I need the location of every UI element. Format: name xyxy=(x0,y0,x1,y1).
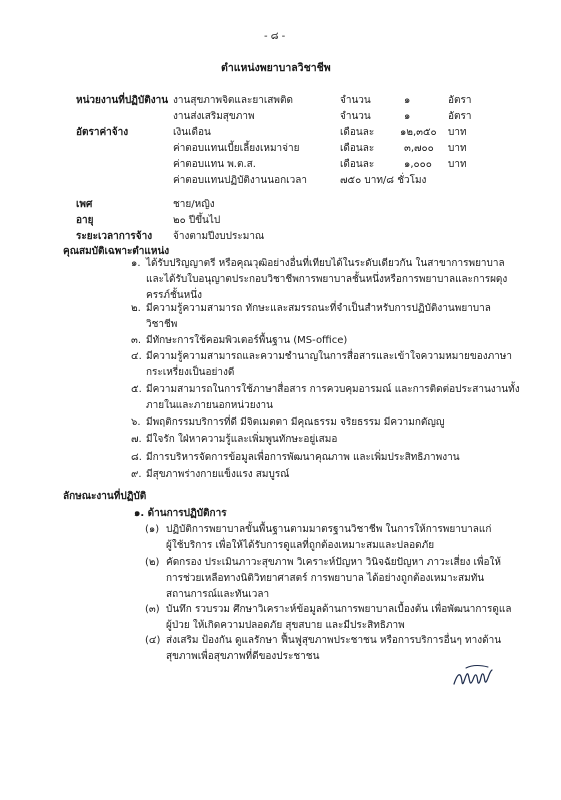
qualification-line: และได้รับใบอนุญาตประกอบวิชาชีพการพยาบาลชั้นหนึ่งหรือการพยาบาลและการผดุง xyxy=(146,274,508,285)
duties-subheading: ๑. ด้านการปฏิบัติการ xyxy=(134,508,227,519)
qualification-line: มีทักษะการใช้คอมพิวเตอร์พื้นฐาน (MS-office) xyxy=(146,335,348,346)
duty-line: บันทึก รวบรวม ศึกษาวิเคราะห์ข้อมูลด้านการพยาบาลเบื้องต้น เพื่อพัฒนาการดูแล xyxy=(166,604,512,615)
work-unit-name: งานสุขภาพจิตและยาเสพติด xyxy=(173,95,293,106)
qualification-line: มีความรู้ความสามารถ ทักษะและสมรรถนะที่จำเป็นสำหรับการปฏิบัติงานพยาบาล xyxy=(146,303,491,314)
wage-item: เงินเดือน xyxy=(173,127,211,138)
qualification-line: มีใจรัก ใฝ่หาความรู้และเพิ่มพูนทักษะอยู่เสมอ xyxy=(146,434,338,445)
qualification-line: วิชาชีพ xyxy=(146,319,178,330)
sex-label: เพศ xyxy=(76,199,93,210)
duty-line: ปฏิบัติการพยาบาลขั้นพื้นฐานตามมาตรฐานวิชาชีพ ในการให้การพยาบาลแก่ xyxy=(166,524,492,535)
count-unit: อัตรา xyxy=(448,95,472,106)
work-unit-label: หน่วยงานที่ปฏิบัติงาน xyxy=(76,95,169,106)
wage-per: เดือนละ xyxy=(340,127,375,138)
qualification-number: ๘. xyxy=(131,452,142,463)
duty-number: (๔) xyxy=(145,635,161,646)
qualification-line: มีการบริหารจัดการข้อมูลเพื่อการพัฒนาคุณภาพ และเพิ่มประสิทธิภาพงาน xyxy=(146,452,460,463)
wage-amount: ๑๒,๓๕๐ xyxy=(400,127,437,138)
duty-line: คัดกรอง ประเมินภาวะสุขภาพ วิเคราะห์ปัญหา วินิจฉัยปัญหา ภาวะเสี่ยง เพื่อให้ xyxy=(166,557,502,568)
duty-line: ผู้ป่วย ให้เกิดความปลอดภัย สุขสบาย และมีประสิทธิภาพ xyxy=(166,620,405,631)
qualification-number: ๕. xyxy=(131,384,142,395)
qualification-line: ได้รับปริญญาตรี หรือคุณวุฒิอย่างอื่นที่เทียบได้ในระดับเดียวกัน ในสาขาการพยาบาล xyxy=(146,258,505,269)
duration-value: จ้างตามปีงบประมาณ xyxy=(173,231,265,242)
duty-number: (๓) xyxy=(145,604,160,615)
duty-number: (๒) xyxy=(145,557,160,568)
wage-item: ค่าตอบแทนเบี้ยเลี้ยงเหมาจ่าย xyxy=(173,143,300,154)
qualification-number: ๖. xyxy=(131,417,141,428)
qualification-number: ๗. xyxy=(131,434,142,445)
wage-label: อัตราค่าจ้าง xyxy=(76,127,129,138)
duty-line: สถานการณ์และทันเวลา xyxy=(166,589,270,600)
count-value: ๑ xyxy=(404,111,411,122)
duty-number: (๑) xyxy=(145,524,160,535)
duty-line: ผู้ใช้บริการ เพื่อให้ได้รับการดูแลที่ถูกต้องเหมาะสมและปลอดภัย xyxy=(166,540,435,551)
qualifications-heading: คุณสมบัติเฉพาะตำแหน่ง xyxy=(63,246,170,257)
qualification-line: มีความรู้ความสามารถและความชำนาญในการสื่อสารและเข้าใจความหมายของภาษา xyxy=(146,351,512,362)
qualification-line: มีสุขภาพร่างกายแข็งแรง สมบูรณ์ xyxy=(146,469,290,480)
qualification-number: ๓. xyxy=(131,335,142,346)
wage-amount: ๑,๐๐๐ xyxy=(404,159,432,170)
qualification-line: ครรภ์ชั้นหนึ่ง xyxy=(146,290,202,301)
wage-item: ค่าตอบแทนปฏิบัติงานนอกเวลา xyxy=(173,175,307,186)
wage-item: ค่าตอบแทน พ.ต.ส. xyxy=(173,159,256,170)
age-value: ๒๐ ปีขึ้นไป xyxy=(173,215,221,226)
wage-per: ๗๕๐ บาท/๘ ชั่วโมง xyxy=(340,175,427,186)
count-value: ๑ xyxy=(404,95,411,106)
count-label: จำนวน xyxy=(340,111,371,122)
duties-heading: ลักษณะงานที่ปฏิบัติ xyxy=(63,491,147,502)
wage-per: เดือนละ xyxy=(340,143,375,154)
qualification-line: กระเหรี่ยงเป็นอย่างดี xyxy=(146,367,235,378)
work-unit-name: งานส่งเสริมสุขภาพ xyxy=(173,111,255,122)
qualification-line: ภายในและภายนอกหน่วยงาน xyxy=(146,400,273,411)
duty-line: ส่งเสริม ป้องกัน ดูแลรักษา ฟื้นฟูสุขภาพประชาชน หรือการบริการอื่นๆ ทางด้าน xyxy=(166,635,502,646)
wage-unit: บาท xyxy=(448,143,467,154)
qualification-line: มีความสามารถในการใช้ภาษาสื่อสาร การควบคุมอารมณ์ และการติดต่อประสานงานทั้ง xyxy=(146,384,520,395)
qualification-number: ๙. xyxy=(131,469,142,480)
count-unit: อัตรา xyxy=(448,111,472,122)
page-title: ตำแหน่งพยาบาลวิชาชีพ xyxy=(221,62,331,74)
wage-per: เดือนละ xyxy=(340,159,375,170)
wage-amount: ๓,๗๐๐ xyxy=(404,143,434,154)
duty-line: สุขภาพเพื่อสุขภาพที่ดีของประชาชน xyxy=(166,651,320,662)
page-number: - ๘ - xyxy=(264,31,286,42)
sex-value: ชาย/หญิง xyxy=(173,199,215,210)
wage-unit: บาท xyxy=(448,159,467,170)
qualification-number: ๔. xyxy=(131,351,142,362)
duty-line: การช่วยเหลือทางนิติวิทยาศาสตร์ การพยาบาล ได้อย่างถูกต้องเหมาะสมทัน xyxy=(166,573,485,584)
wage-unit: บาท xyxy=(448,127,467,138)
qualification-number: ๑. xyxy=(131,258,141,269)
qualification-number: ๒. xyxy=(131,303,141,314)
count-label: จำนวน xyxy=(340,95,371,106)
signature-mark xyxy=(452,662,494,692)
duration-label: ระยะเวลาการจ้าง xyxy=(76,231,153,242)
age-label: อายุ xyxy=(76,215,94,226)
qualification-line: มีพฤติกรรมบริการที่ดี มีจิตเมตตา มีคุณธรรม จริยธรรม มีความกตัญญู xyxy=(146,417,445,428)
